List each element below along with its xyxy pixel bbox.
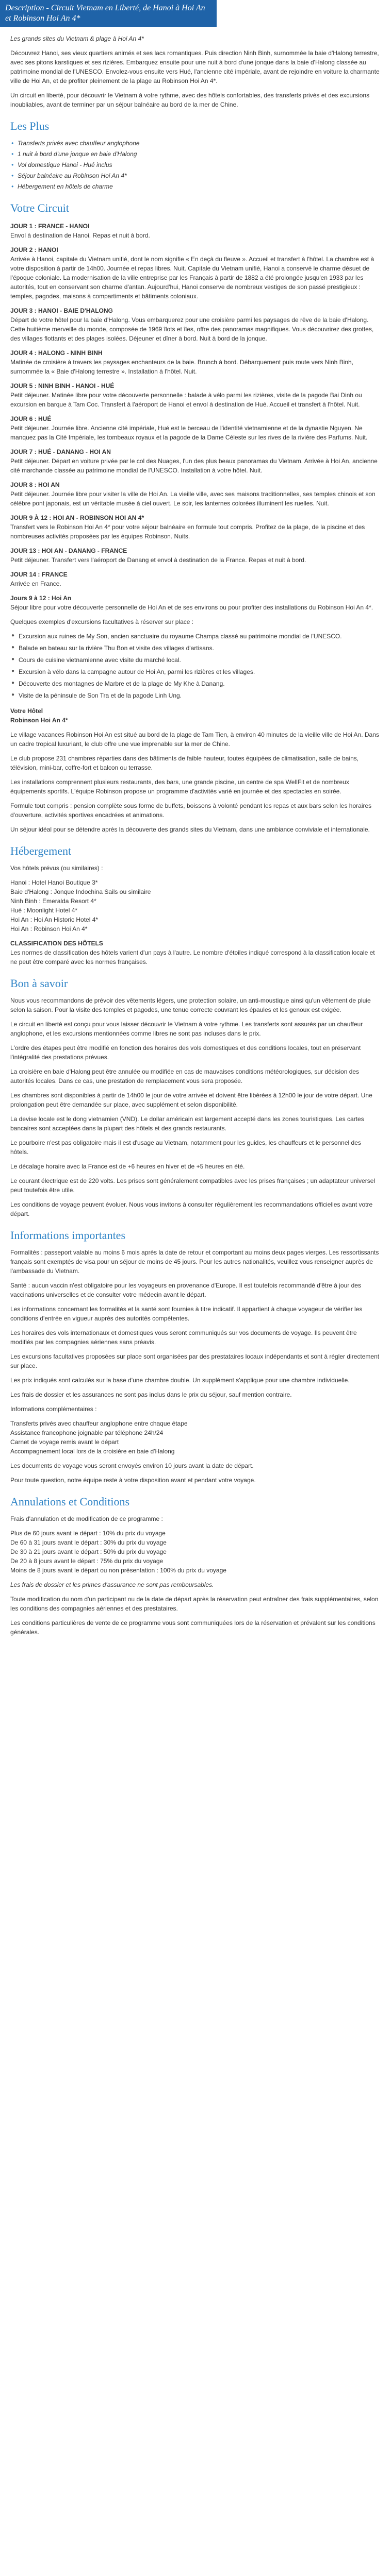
optional-item: ● Excursion à vélo dans la campagne autour de Hoi An, parmi les rizières et les villages. bbox=[10, 667, 381, 676]
day-title: JOUR 3 : HANOI - BAIE D'HALONG bbox=[10, 307, 113, 314]
contacts-item: Transferts privés avec chauffeur anglophone entre chaque étape bbox=[10, 1420, 188, 1427]
annulation-list bbox=[10, 1529, 381, 1575]
hebergement-item: Hoi An : Hoi An Historic Hotel 4* bbox=[10, 916, 99, 923]
day-title: JOUR 7 : HUÉ - DANANG - HOI AN bbox=[10, 448, 111, 455]
day-title: JOUR 8 : HOI AN bbox=[10, 481, 60, 488]
hebergement-intro: Vos hôtels prévus (ou similaires) : bbox=[10, 865, 103, 872]
annulation-note: Les frais de dossier et les primes d'assurance ne sont pas remboursables. bbox=[10, 1581, 214, 1588]
plus-item: • Transferts privés avec chauffeur anglophone bbox=[10, 139, 381, 148]
annulation-item: De 30 à 21 jours avant le départ : 50% du prix du voyage bbox=[10, 1548, 167, 1555]
bon-paragraph: Nous vous recommandons de prévoir des vêtements légers, une protection solaire, un anti-moustique ainsi qu'un vêtement de pluie selon la saison. Pour la visite des temples et pagodes, une tenue correcte couvrant les épaules et les genoux est exigée. bbox=[10, 997, 371, 1013]
bon-paragraph: Le pourboire n'est pas obligatoire mais il est d'usage au Vietnam, notamment pour les guides, les chauffeurs et le personnel des hôtels. bbox=[10, 1139, 361, 1156]
weather-title: Jours 9 à 12 : Hoi An bbox=[10, 595, 72, 602]
day-text: Matinée de croisière à travers les paysages enchanteurs de la baie. Brunch à bord. Débarquement puis route vers Ninh Binh, surnommée la « Baie d'Halong terrestre ». Installation à l'hôtel. Nuit. bbox=[10, 359, 354, 375]
day-text: Arrivée à Hanoi, capitale du Vietnam unifié, dont le nom signifie « En deçà du fleuve ». Accueil et transfert à l'hôtel. La chambre est à votre disposition à partir de 14h00. Journée et repas libres. Nuit. Capitale du Vietnam unifié, Hanoi a conservé le charme désuet de l'époque coloniale. La modernisation de la ville entreprise par les Français à partir de 1882 a été prolongée jusqu'en 1933 par les autorités, tout en conservant son charme d'antan. Aujourd'hui, Hanoi conserve de nombreux vestiges de son passé prestigieux : temples, pagodes, maisons à compartiments et bâtiments coloniaux. bbox=[10, 256, 374, 300]
day-text: Petit déjeuner. Transfert vers l'aéroport de Danang et envol à destination de la France. Repas et nuit à bord. bbox=[10, 556, 306, 564]
plus-item: • 1 nuit à bord d'une jonque en baie d'Halong bbox=[10, 149, 381, 159]
day-title: JOUR 6 : HUÉ bbox=[10, 415, 52, 422]
day-text: Petit déjeuner. Matinée libre pour votre découverte personnelle : balade à vélo parmi les rizières, visite de la pagode Bai Dinh ou excursion en barque à Tam Coc. Transfert à l'aéroport de Hanoi et envol à destination de Hué. Accueil et transfert à l'hôtel. Nuit. bbox=[10, 392, 362, 408]
intro-text: Les grands sites du Vietnam & plage à Hoi An 4* bbox=[10, 35, 144, 42]
hebergement-item: Hanoi : Hotel Hanoi Boutique 3* bbox=[10, 879, 98, 886]
bon-paragraph: La croisière en baie d'Halong peut être annulée ou modifiée en cas de mauvaises conditions météorologiques, sur décision des autorités locales. Dans ce cas, une prestation de remplacement vous sera proposée. bbox=[10, 1068, 360, 1084]
day-text: Petit déjeuner. Journée libre. Ancienne cité impériale, Hué est le berceau de l'identité vietnamienne et de la dynastie Nguyen. Ne manquez pas la Cité Impériale, les tombeaux royaux et la pagode de la Dame Céleste sur les rives de la rivière des Parfums. Nuit. bbox=[10, 425, 368, 441]
optional-list bbox=[10, 632, 381, 700]
optional-item: ● Découverte des montagnes de Marbre et de la plage de My Khe à Danang. bbox=[10, 679, 381, 688]
contacts-item: Assistance francophone joignable par téléphone 24h/24 bbox=[10, 1429, 164, 1436]
annulation-item: Plus de 60 jours avant le départ : 10% du prix du voyage bbox=[10, 1530, 166, 1537]
hotel-paragraph: Le village vacances Robinson Hoi An est situé au bord de la plage de Tam Tien, à environ 40 minutes de la vieille ville de Hoi An. Dans un cadre tropical luxuriant, le club offre une vue imprenable sur la mer de Chine. bbox=[10, 731, 379, 748]
weather-text: Séjour libre pour votre découverte personnelle de Hoi An et de ses environs ou pour profiter des installations du Robinson Hoi An 4*. bbox=[10, 604, 373, 611]
plus-item: • Séjour balnéaire au Robinson Hoi An 4* bbox=[10, 171, 381, 180]
hebergement-title: Hébergement bbox=[10, 844, 72, 857]
day-title: JOUR 2 : HANOI bbox=[10, 246, 58, 253]
hebergement-item: Ninh Binh : Emeralda Resort 4* bbox=[10, 897, 96, 905]
bon-paragraph: Le décalage horaire avec la France est de +6 heures en hiver et de +5 heures en été. bbox=[10, 1163, 245, 1170]
hotels-title: Votre Hôtel bbox=[10, 707, 43, 715]
infos-paragraph: Les informations concernant les formalités et la santé sont fournies à titre indicatif. Il appartient à chaque voyageur de vérifier les conditions d'entrée en vigueur auprès des autorités compétentes. bbox=[10, 1306, 363, 1322]
annulation-title: Annulations et Conditions bbox=[10, 1495, 129, 1508]
infos-paragraph: Santé : aucun vaccin n'est obligatoire pour les voyageurs en provenance d'Europe. Il est toutefois recommandé d'être à jour des vaccinations universelles et de consulter votre médecin avant le départ. bbox=[10, 1282, 361, 1298]
day-title: JOUR 1 : FRANCE - HANOI bbox=[10, 223, 90, 230]
infos-paragraph: Les prix indiqués sont calculés sur la base d'une chambre double. Un supplément s'applique pour une chambre individuelle. bbox=[10, 1377, 350, 1384]
annulation-intro: Frais d'annulation et de modification de ce programme : bbox=[10, 1515, 163, 1522]
day-text: Arrivée en France. bbox=[10, 580, 61, 587]
contacts-item: Carnet de voyage remis avant le départ bbox=[10, 1438, 119, 1446]
annulation-item: Moins de 8 jours avant le départ ou non présentation : 100% du prix du voyage bbox=[10, 1567, 226, 1574]
annulation-footer: Les conditions particulières de vente de ce programme vous sont communiquées lors de la réservation et prévalent sur les conditions générales. bbox=[10, 1619, 376, 1636]
hebergement-item: Hoi An : Robinson Hoi An 4* bbox=[10, 925, 88, 933]
hebergement-item: Baie d'Halong : Jonque Indochina Sails ou similaire bbox=[10, 888, 151, 895]
day-title: JOUR 4 : HALONG - NINH BINH bbox=[10, 349, 103, 357]
infos-paragraph: Les excursions facultatives proposées sur place sont organisées par des prestataires locaux indépendants et sont à régler directement sur place. bbox=[10, 1353, 380, 1369]
optional-item: ● Cours de cuisine vietnamienne avec visite du marché local. bbox=[10, 655, 381, 665]
hotel-paragraph: Formule tout compris : pension complète sous forme de buffets, boissons à volonté pendant les repas et aux bars selon les horaires d'ouverture, activités sportives encadrées et animations. bbox=[10, 802, 372, 819]
bon-paragraph: Le courant électrique est de 220 volts. Les prises sont généralement compatibles avec les prises françaises ; un adaptateur universel peut toutefois être utile. bbox=[10, 1177, 376, 1194]
day-title: JOUR 14 : FRANCE bbox=[10, 571, 68, 578]
hotel-name: Robinson Hoi An 4* bbox=[10, 717, 68, 724]
bon-paragraph: Les conditions de voyage peuvent évoluer. Nous vous invitons à consulter régulièrement les recommandations officielles avant votre départ. bbox=[10, 1201, 373, 1217]
classification-text: Les normes de classification des hôtels varient d'un pays à l'autre. Le nombre d'étoiles indiqué correspond à la classification locale et ne peut être comparé avec les normes françaises. bbox=[10, 949, 375, 965]
optional-item: ● Balade en bateau sur la rivière Thu Bon et visite des villages d'artisans. bbox=[10, 643, 381, 653]
day-title: JOUR 9 À 12 : HOI AN - ROBINSON HOI AN 4* bbox=[10, 514, 144, 521]
optional-intro: Quelques exemples d'excursions facultatives à réserver sur place : bbox=[10, 618, 194, 625]
infos-paragraph: Les horaires des vols internationaux et domestiques vous seront communiqués sur vos documents de voyage. Ils peuvent être modifiés par les compagnies aériennes sans préavis. bbox=[10, 1329, 357, 1346]
plus-item: • Vol domestique Hanoi - Hué inclus bbox=[10, 160, 381, 170]
hebergement-item: Hué : Moonlight Hotel 4* bbox=[10, 907, 78, 914]
page-banner: Description - Circuit Vietnam en Liberté, de Hanoi à Hoi An et Robinson Hoi An 4* bbox=[0, 0, 217, 27]
day-text: Petit déjeuner. Journée libre pour visiter la ville de Hoi An. La vieille ville, avec ses maisons traditionnelles, ses temples chinois et son célèbre pont japonais, est un véritable musée à ciel ouvert. Le soir, les lanternes colorées illuminent les ruelles. Nuit. bbox=[10, 490, 376, 507]
bon-paragraph: Les chambres sont disponibles à partir de 14h00 le jour de votre arrivée et doivent être libérées à 12h00 le jour de votre départ. Une prolongation peut être demandée sur place, avec supplément et selon disponibilité. bbox=[10, 1092, 372, 1108]
infos-final-note: Pour toute question, notre équipe reste à votre disposition avant et pendant votre voyage. bbox=[10, 1477, 256, 1484]
optional-item: ● Excursion aux ruines de My Son, ancien sanctuaire du royaume Champa classé au patrimoine mondial de l'UNESCO. bbox=[10, 632, 381, 641]
bon-paragraph: La devise locale est le dong vietnamien (VND). Le dollar américain est largement accepté dans les zones touristiques. Les cartes bancaires sont acceptées dans la plupart des hôtels et des grands restaurants. bbox=[10, 1115, 364, 1132]
bon-paragraph: L'ordre des étapes peut être modifié en fonction des horaires des vols domestiques et des conditions locales, tout en préservant l'intégralité des prestations prévues. bbox=[10, 1044, 361, 1061]
hotel-paragraph: Le club propose 231 chambres réparties dans des bâtiments de faible hauteur, toutes équipées de climatisation, salle de bains, télévision, mini-bar, coffre-fort et balcon ou terrasse. bbox=[10, 755, 359, 771]
bon-title: Bon à savoir bbox=[10, 977, 68, 990]
plus-item: • Hébergement en hôtels de charme bbox=[10, 182, 381, 191]
hebergement-list bbox=[10, 878, 381, 934]
classification-title: CLASSIFICATION DES HÔTELS bbox=[10, 940, 103, 947]
infos-paragraph: Formalités : passeport valable au moins 6 mois après la date de retour et comportant au moins deux pages vierges. Les ressortissants français sont exemptés de visa pour un séjour de moins de 45 jours. Pour les autres nationalités, veuillez vous renseigner auprès de l'ambassade du Vietnam. bbox=[10, 1249, 379, 1275]
bon-paragraph: Le circuit en liberté est conçu pour vous laisser découvrir le Vietnam à votre rythme. Les transferts sont assurés par un chauffeur anglophone, et les excursions mentionnées comme libres ne sont pas incluses dans le prix. bbox=[10, 1021, 363, 1037]
day-text: Petit déjeuner. Départ en voiture privée par le col des Nuages, l'un des plus beaux panoramas du Vietnam. Arrivée à Hoi An, ancienne cité marchande classée au patrimoine mondial de l'UNESCO. Installation à votre hôtel. Nuit. bbox=[10, 457, 378, 474]
annulation-item: De 20 à 8 jours avant le départ : 75% du prix du voyage bbox=[10, 1557, 164, 1565]
infos-title: Informations importantes bbox=[10, 1229, 126, 1242]
day-text: Départ de votre hôtel pour la baie d'Halong. Vous embarquerez pour une croisière parmi les paysages de rêve de la baie d'Halong. Cette huitième merveille du monde, composée de 1969 îlots et îles, offre des panoramas magnifiques. Vous découvrirez des grottes, des villages flottants et des plages isolées. Déjeuner et dîner à bord. Nuit à bord de la jonque. bbox=[10, 316, 374, 342]
description-paragraph: Un circuit en liberté, pour découvrir le Vietnam à votre rythme, avec des hôtels confortables, des transferts privés et des excursions inoubliables, avant de terminer par un séjour balnéaire au bord de la mer de Chine. bbox=[10, 92, 370, 108]
day-text: Envol à destination de Hanoi. Repas et nuit à bord. bbox=[10, 232, 150, 239]
contacts-intro: Informations complémentaires : bbox=[10, 1405, 97, 1413]
infos-paragraph: Les frais de dossier et les assurances ne sont pas inclus dans le prix du séjour, sauf mention contraire. bbox=[10, 1391, 292, 1398]
infos-final-note: Les documents de voyage vous seront envoyés environ 10 jours avant la date de départ. bbox=[10, 1462, 254, 1469]
plus-title: Les Plus bbox=[10, 120, 50, 132]
contacts-item: Accompagnement local lors de la croisière en baie d'Halong bbox=[10, 1448, 175, 1455]
description-paragraph: Découvrez Hanoi, ses vieux quartiers animés et ses lacs romantiques. Puis direction Ninh Binh, surnommée la baie d'Halong terrestre, avec ses pitons karstiques et ses rizières. Embarquez ensuite pour une nuit à bord d'une jonque dans la baie d'Halong classée au patrimoine mondial de l'UNESCO. Envolez-vous ensuite vers Hué, l'ancienne cité impériale, avant de rejoindre en voiture la charmante ville de Hoi An, et de profiter pleinement de la plage au Robinson Hoi An 4*. bbox=[10, 49, 380, 84]
hotel-paragraph: Un séjour idéal pour se détendre après la découverte des grands sites du Vietnam, dans une ambiance conviviale et internationale. bbox=[10, 826, 370, 833]
annulation-footer: Toute modification du nom d'un participant ou de la date de départ après la réservation peut entraîner des frais supplémentaires, selon les conditions des compagnies aériennes et des prestataires. bbox=[10, 1596, 379, 1612]
circuit-title: Votre Circuit bbox=[10, 201, 69, 214]
day-title: JOUR 5 : NINH BINH - HANOI - HUÉ bbox=[10, 382, 115, 389]
day-text: Transfert vers le Robinson Hoi An 4* pour votre séjour balnéaire en formule tout compris. Profitez de la plage, de la piscine et des nombreuses activités proposées par les équipes Robinson. Nuits. bbox=[10, 523, 365, 540]
contacts-list bbox=[10, 1419, 381, 1456]
optional-item: ● Visite de la péninsule de Son Tra et de la pagode Linh Ung. bbox=[10, 691, 381, 700]
circuit-days bbox=[10, 222, 381, 588]
annulation-item: De 60 à 31 jours avant le départ : 30% du prix du voyage bbox=[10, 1539, 167, 1546]
hotel-paragraph: Les installations comprennent plusieurs restaurants, des bars, une grande piscine, un centre de spa WellFit et de nombreux équipements sportifs. L'équipe Robinson propose un programme d'activités varié en journée et des spectacles en soirée. bbox=[10, 778, 349, 795]
day-title: JOUR 13 : HOI AN - DANANG - FRANCE bbox=[10, 547, 127, 554]
plus-list bbox=[10, 139, 381, 191]
